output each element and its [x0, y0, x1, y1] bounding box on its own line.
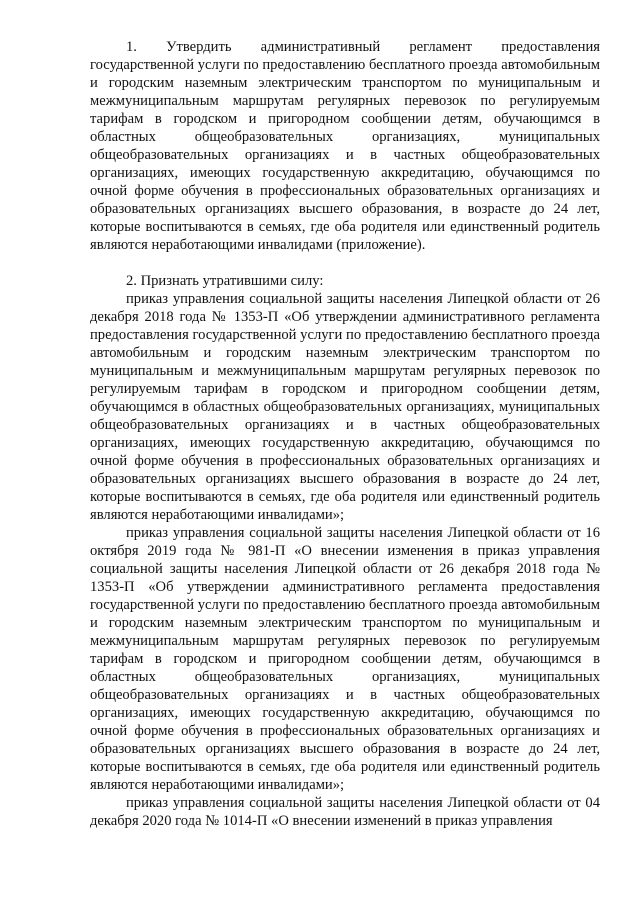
repealed-order-1353: приказ управления социальной защиты населения Липецкой области от 26 декабря 2018 года № 1353-П «Об утверждении административного регламента предоставления государственной услуги по предоставлению бесплатного проезда автомобильным и городским наземным электрическим транспортом по муниципальным и межмуниципальным маршрутам регулярных перевозок по регулируемым тарифам в городском и пригородном сообщении детям, обучающимся в областных общеобразовательных организациях, муниципальных общеобразовательных организациях и в частных общеобразовательных организациях, имеющих государственную аккредитацию, обучающимся по очной форме обучения в профессиональных образовательных организациях и образовательных организациях высшего образования в возрасте до 24 лет, которые воспитываются в семьях, где оба родителя или единственный родитель являются неработающими инвалидами»; [90, 291, 600, 523]
repealed-order-1014: приказ управления социальной защиты населения Липецкой области от 04 декабря 2020 года № 1014-П «О внесении изменений в приказ управления [90, 795, 600, 829]
document-page [90, 38, 600, 830]
item-2-repeal-heading: 2. Признать утратившими силу: [126, 273, 324, 289]
repealed-order-981: приказ управления социальной защиты населения Липецкой области от 16 октября 2019 года № 981-П «О внесении изменения в приказ управления социальной защиты населения Липецкой области от 26 декабря 2018 года № 1353-П «Об утверждении административного регламента предоставления государственной услуги по предоставлению бесплатного проезда автомобильным и городским наземным электрическим транспортом по муниципальным и межмуниципальным маршрутам регулярных перевозок по регулируемым тарифам в городском и пригородном сообщении детям, обучающимся в областных общеобразовательных организациях, муниципальных общеобразовательных организациях и в частных общеобразовательных организациях, имеющих государственную аккредитацию, обучающимся по очной форме обучения в профессиональных образовательных организациях и образовательных организациях высшего образования в возрасте до 24 лет, которые воспитываются в семьях, где оба родителя или единственный родитель являются неработающими инвалидами»; [90, 525, 600, 793]
item-1-approve-regulation: 1. Утвердить административный регламент предоставления государственной услуги по предоставлению бесплатного проезда автомобильным и городским наземным электрическим транспортом по муниципальным и межмуниципальным маршрутам регулярных перевозок по регулируемым тарифам в городском и пригородном сообщении детям, обучающимся в областных общеобразовательных организациях, муниципальных общеобразовательных организациях и в частных общеобразовательных организациях, имеющих государственную аккредитацию, обучающимся по очной форме обучения в профессиональных образовательных организациях и образовательных организациях высшего образования, в возрасте до 24 лет, которые воспитываются в семьях, где оба родителя или единственный родитель являются неработающими инвалидами (приложение). [90, 39, 600, 253]
paragraph-spacer [90, 254, 600, 272]
